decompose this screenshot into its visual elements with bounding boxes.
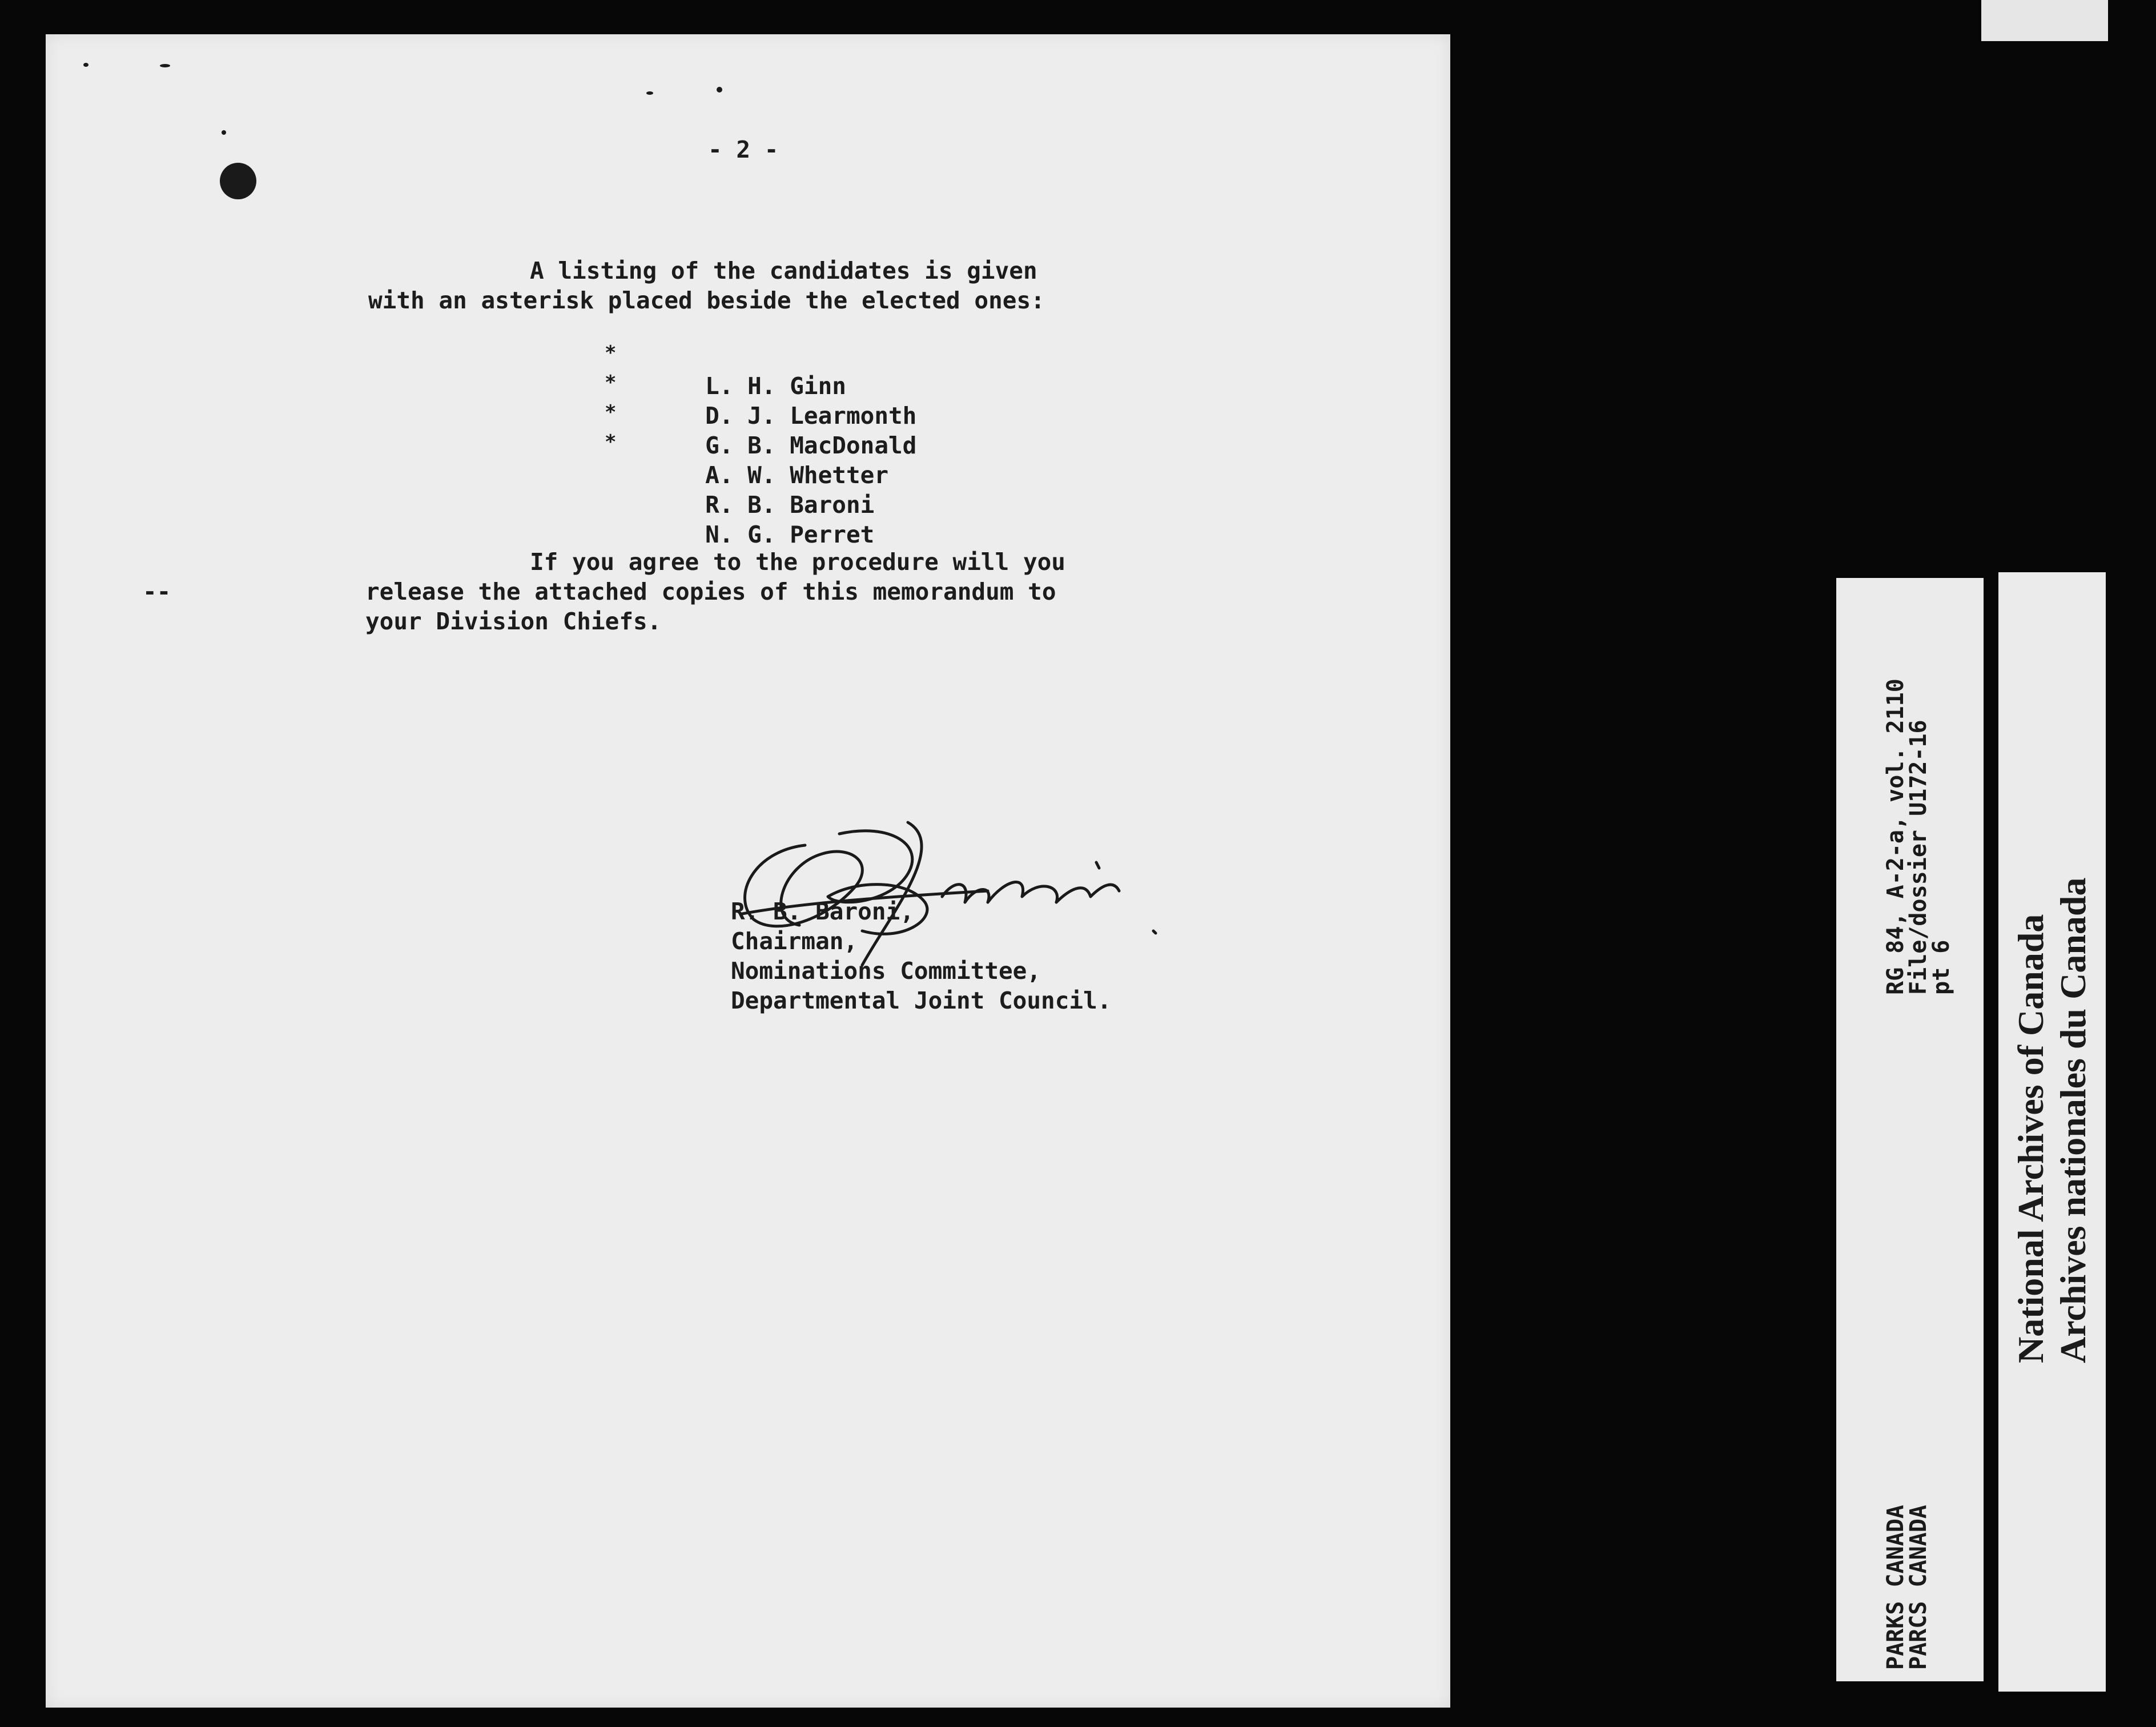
signatory-council: Departmental Joint Council. bbox=[731, 987, 1112, 1014]
candidate-name: D. J. Learmonth bbox=[705, 402, 917, 429]
closing-line-3: your Division Chiefs. bbox=[365, 608, 662, 635]
elected-asterisk: * bbox=[605, 371, 617, 394]
dust-speck bbox=[717, 87, 722, 93]
signatory-name: R. B. Baroni, bbox=[731, 898, 914, 925]
archive-reference-line-1: RG 84, A-2-a, vol. 2110 bbox=[1883, 678, 1909, 995]
reference-label-strip bbox=[1836, 578, 1984, 1681]
memo-page bbox=[46, 34, 1450, 1708]
dust-speck bbox=[83, 63, 89, 67]
closing-line-2: release the attached copies of this memorandum to bbox=[365, 578, 1056, 605]
archive-name-french: Archives nationales du Canada bbox=[2053, 877, 2093, 1363]
elected-asterisk: * bbox=[605, 431, 617, 453]
intro-line-2: with an asterisk placed beside the elected ones: bbox=[368, 287, 1045, 314]
archive-reference-line-3: pt 6 bbox=[1928, 939, 1954, 995]
signatory-title: Chairman, bbox=[731, 927, 858, 955]
elected-asterisk: * bbox=[605, 342, 617, 364]
archive-name-english: National Archives of Canada bbox=[2010, 914, 2051, 1363]
elected-asterisk: * bbox=[605, 401, 617, 424]
agency-name-english: PARKS CANADA bbox=[1883, 1505, 1909, 1670]
intro-line-1: A listing of the candidates is given bbox=[530, 257, 1037, 284]
closing-line-1: If you agree to the procedure will you bbox=[530, 548, 1065, 576]
margin-mark: -- bbox=[143, 578, 171, 605]
dust-speck bbox=[160, 64, 170, 67]
candidate-name: N. G. Perret bbox=[705, 521, 875, 548]
archive-reference-line-2: File/dossier U172-16 bbox=[1905, 720, 1932, 995]
film-edge-tab bbox=[1981, 0, 2108, 41]
candidate-name: L. H. Ginn bbox=[705, 372, 846, 400]
archive-name-strip bbox=[1998, 572, 2106, 1692]
dust-speck bbox=[222, 130, 226, 135]
ink-blot bbox=[220, 163, 256, 199]
candidate-name: A. W. Whetter bbox=[705, 461, 889, 489]
page-number: - 2 - bbox=[708, 136, 779, 163]
dust-speck bbox=[646, 91, 653, 95]
agency-name-french: PARCS CANADA bbox=[1905, 1505, 1932, 1670]
signatory-committee: Nominations Committee, bbox=[731, 957, 1041, 985]
candidate-name: R. B. Baroni bbox=[705, 491, 875, 519]
candidate-name: G. B. MacDonald bbox=[705, 432, 917, 459]
